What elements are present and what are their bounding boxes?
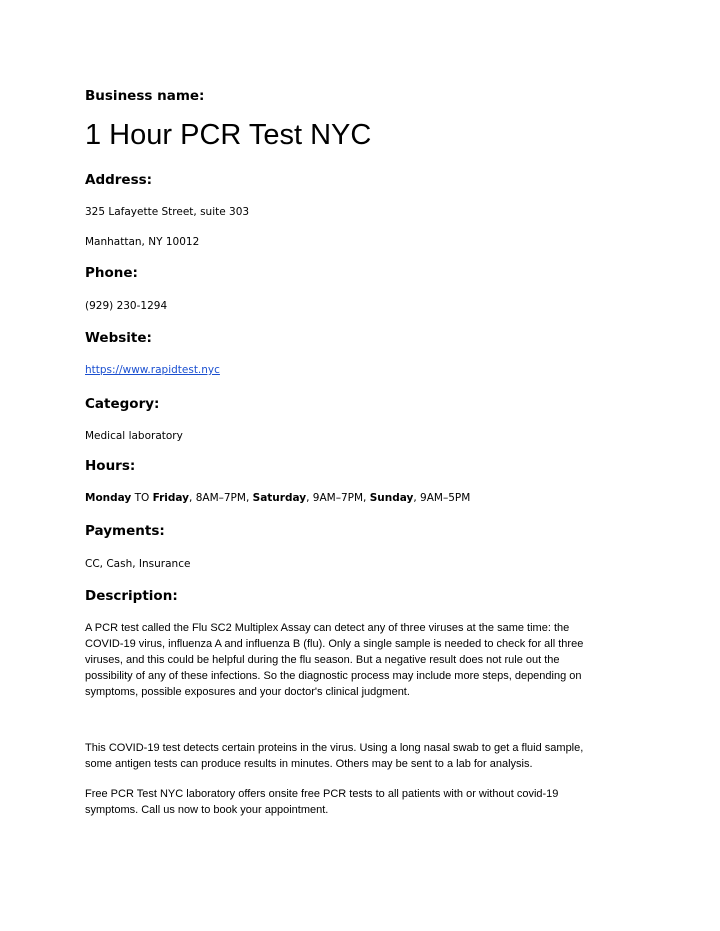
paragraph-line: Free PCR Test NYC laboratory offers onsite free PCR tests to all patients with or without covid-19 <box>85 788 559 800</box>
business-name-label: Business name: <box>85 88 205 104</box>
payments-label: Payments: <box>85 523 165 539</box>
paragraph-line: viruses, and this could be helpful during the flu season. But a negative result does not rule out the <box>85 654 560 666</box>
description-paragraph-3 <box>85 786 630 818</box>
hours-day-sunday: Sunday <box>369 492 414 504</box>
address-line1: 325 Lafayette Street, suite 303 <box>85 206 250 218</box>
category-value: Medical laboratory <box>85 430 183 442</box>
hours-value <box>85 491 470 505</box>
paragraph-line: This COVID-19 test detects certain proteins in the virus. Using a long nasal swab to get a fluid sample, <box>85 742 584 754</box>
hours-time-saturday: , 9AM–7PM, <box>306 492 370 504</box>
paragraph-line: A PCR test called the Flu SC2 Multiplex Assay can detect any of three viruses at the same time: the <box>85 622 570 634</box>
website-label: Website: <box>85 330 152 346</box>
hours-label: Hours: <box>85 458 136 474</box>
category-label: Category: <box>85 396 160 412</box>
hours-day-saturday: Saturday <box>252 492 307 504</box>
website-link[interactable]: https://www.rapidtest.nyc <box>85 364 220 376</box>
hours-time-weekday: , 8AM–7PM, <box>189 492 253 504</box>
hours-to: TO <box>131 492 153 504</box>
hours-day-monday: Monday <box>85 492 132 504</box>
phone-label: Phone: <box>85 265 138 281</box>
description-paragraph-1 <box>85 620 630 700</box>
payments-value: CC, Cash, Insurance <box>85 558 191 570</box>
hours-day-friday: Friday <box>152 492 190 504</box>
business-name: 1 Hour PCR Test NYC <box>85 119 372 151</box>
address-line2: Manhattan, NY 10012 <box>85 236 200 248</box>
hours-time-sunday: , 9AM–5PM <box>413 492 471 504</box>
paragraph-line: some antigen tests can produce results in minutes. Others may be sent to a lab for analysis. <box>85 758 533 770</box>
description-paragraph-2 <box>85 740 630 772</box>
paragraph-line: symptoms. Call us now to book your appointment. <box>85 804 329 816</box>
phone-number: (929) 230-1294 <box>85 300 168 312</box>
address-label: Address: <box>85 172 153 188</box>
description-label: Description: <box>85 588 178 604</box>
paragraph-line: symptoms, possible exposures and your doctor's clinical judgment. <box>85 686 410 698</box>
paragraph-line: COVID-19 virus, influenza A and influenza B (flu). Only a single sample is needed to check for all three <box>85 638 584 650</box>
paragraph-line: possibility of any of these infections. So the diagnostic process may include more steps, depending on <box>85 670 582 682</box>
